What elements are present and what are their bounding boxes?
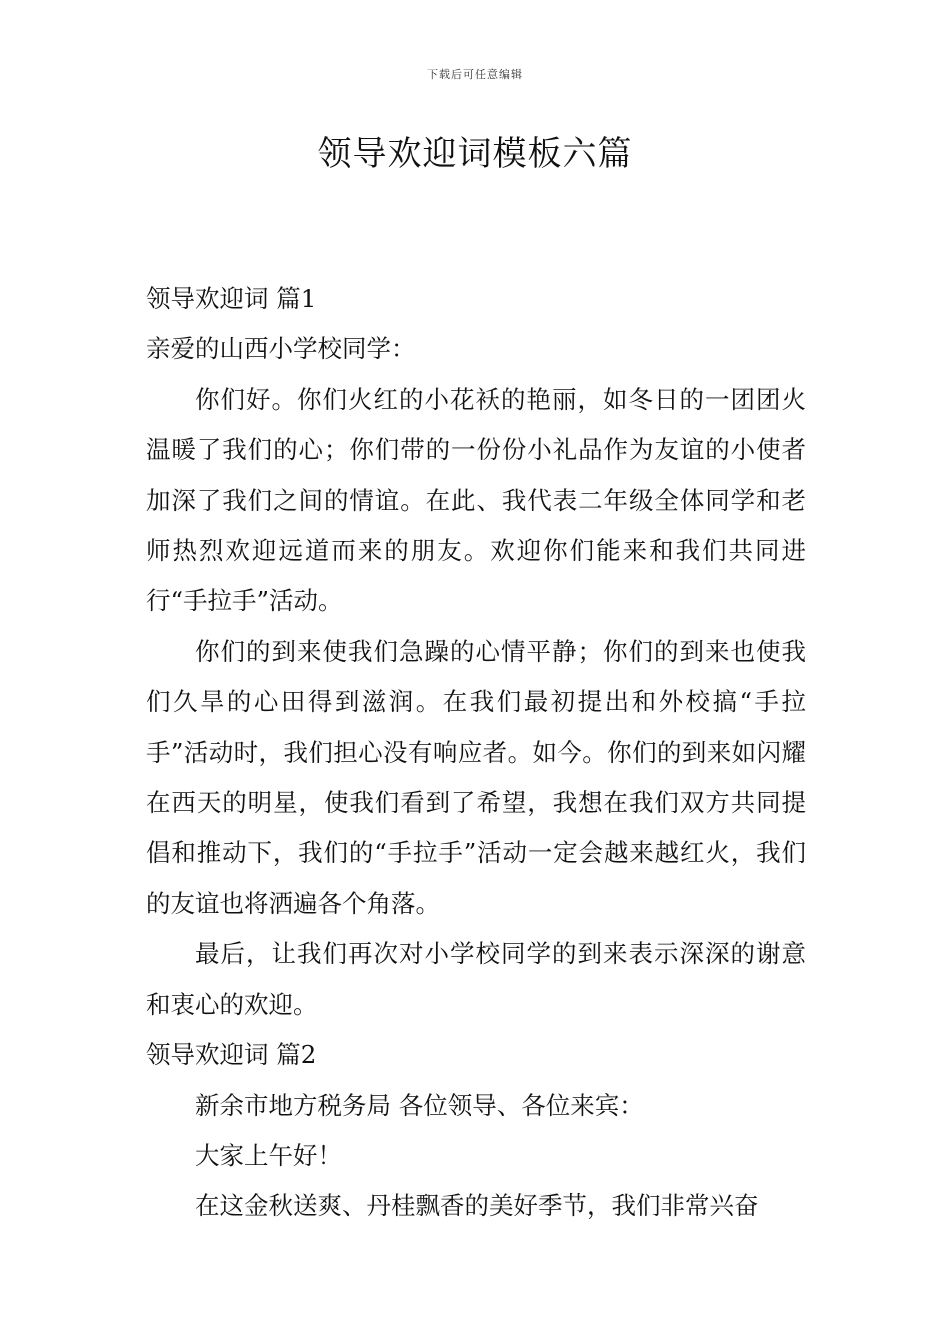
section-heading-2: 领导欢迎词 篇2 <box>146 1040 317 1070</box>
paragraph: 最后，让我们再次对小学校同学的到来表示深深的谢意和衷心的欢迎。 <box>146 939 806 1019</box>
greeting: 大家上午好！ <box>195 1140 342 1170</box>
salutation: 新余市地方税务局 各位领导、各位来宾： <box>195 1090 644 1120</box>
section-heading-1: 领导欢迎词 篇1 <box>146 284 317 313</box>
document-body <box>146 274 806 1232</box>
document-title: 领导欢迎词模板六篇 <box>317 134 633 174</box>
paragraph: 你们好。你们火红的小花袄的艳丽，如冬日的一团团火温暖了我们的心；你们带的一份份小礼品作为友谊的小使者加深了我们之间的情谊。在此、我代表二年级全体同学和老师热烈欢迎远道而来的朋友。欢迎你们能来和我们共同进行“手拉手”活动。 <box>146 384 806 616</box>
paragraph: 在这金秋送爽、丹桂飘香的美好季节，我们非常兴奋 <box>195 1191 759 1221</box>
paragraph: 你们的到来使我们急躁的心情平静；你们的到来也使我们久旱的心田得到滋润。在我们最初提出和外校搞“手拉手”活动时，我们担心没有响应者。如今。你们的到来如闪耀在西天的明星，使我们看到了希望，我想在我们双方共同提倡和推动下，我们的“手拉手”活动一定会越来越红火，我们的友谊也将洒遍各个角落。 <box>146 636 806 918</box>
salutation: 亲爱的山西小学校同学： <box>146 334 416 364</box>
header-note: 下载后可任意编辑 <box>427 68 523 81</box>
